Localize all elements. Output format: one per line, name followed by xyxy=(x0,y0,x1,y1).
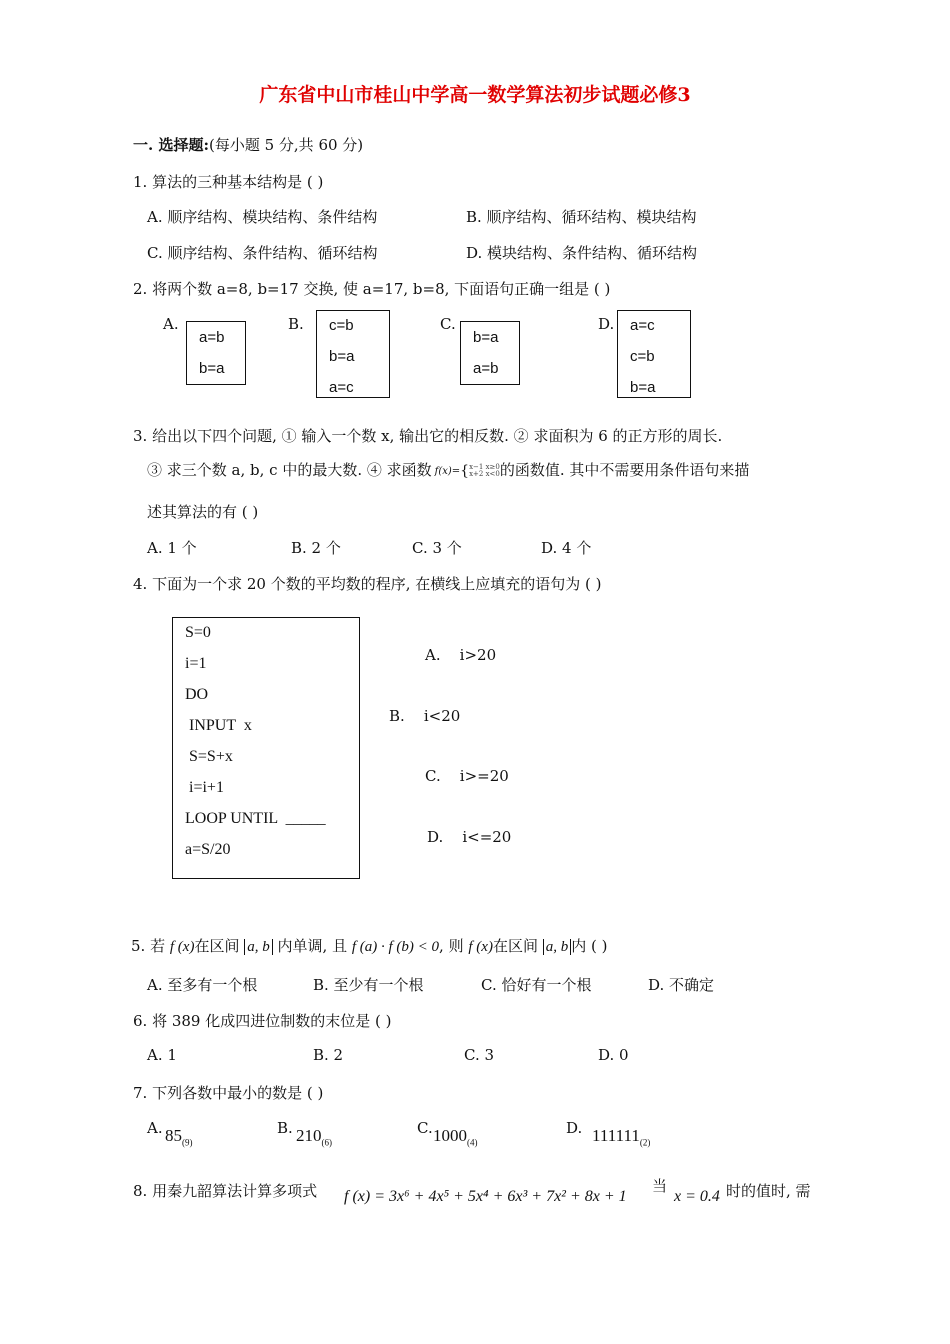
q7-stem: 7. 下列各数中最小的数是 ( ) xyxy=(133,1084,324,1102)
page-title: 广东省中山市桂山中学高一数学算法初步试题必修3 xyxy=(259,84,691,106)
q4-option-b: B. i<20 xyxy=(389,707,461,725)
q5-option-c: C. 恰好有一个根 xyxy=(481,976,592,994)
q6-option-b: B. 2 xyxy=(313,1046,344,1064)
q5-stem xyxy=(131,935,608,956)
code-line: i=i+1 xyxy=(185,779,224,796)
q3-line1: 3. 给出以下四个问题, ① 输入一个数 x, 输出它的相反数. ② 求面积为 6 的正方形的周长. xyxy=(133,427,723,445)
q2-option-b-label: B. xyxy=(288,315,304,333)
code-line: c=b xyxy=(630,348,655,365)
q1-option-d: D. 模块结构、条件结构、循环结构 xyxy=(466,244,698,262)
code-line: DO xyxy=(185,686,209,703)
q5-option-b: B. 至少有一个根 xyxy=(313,976,424,994)
q5-text: 在区间 xyxy=(492,937,538,955)
q7-option-b-label: B. xyxy=(277,1119,293,1137)
q1-stem: 1. 算法的三种基本结构是 ( ) xyxy=(133,173,324,191)
q6-option-a: A. 1 xyxy=(147,1046,177,1064)
q3-func: f(x)= xyxy=(434,465,461,477)
q3-piecewise xyxy=(469,464,500,478)
q1-option-a: A. 顺序结构、模块结构、条件结构 xyxy=(147,208,378,226)
base: (9) xyxy=(182,1137,193,1148)
q8-when: 当 xyxy=(652,1177,668,1195)
q3-line2-rest: 的函数值. 其中不需要用条件语句来描 xyxy=(499,461,750,479)
base: (2) xyxy=(639,1137,651,1148)
q2-option-c-box xyxy=(460,321,520,385)
code-line: a=b xyxy=(473,360,499,377)
q7-option-a-value xyxy=(165,1126,193,1147)
q3-line3: 述其算法的有 ( ) xyxy=(147,503,259,521)
q7-option-a-label: A. xyxy=(147,1119,163,1137)
number: 111111 xyxy=(592,1126,640,1145)
code-line: c=b xyxy=(329,317,354,334)
q4-option-a: A. i>20 xyxy=(425,646,497,664)
q3-line2 xyxy=(147,459,749,480)
q5-option-a: A. 至多有一个根 xyxy=(147,976,258,994)
q3-option-d: D. 4 个 xyxy=(541,539,592,557)
code-line: LOOP UNTIL _____ xyxy=(185,810,326,827)
q5-option-d: D. 不确定 xyxy=(648,976,715,994)
q3-brace: { xyxy=(460,463,470,479)
code-line: S=S+x xyxy=(185,748,233,765)
code-line: i=1 xyxy=(185,655,207,672)
q5-interval: a, b xyxy=(543,939,572,955)
q6-option-c: C. 3 xyxy=(464,1046,495,1064)
piece-top: x−1 x≥0 xyxy=(469,463,500,471)
q3-option-a: A. 1 个 xyxy=(147,539,197,557)
base: (4) xyxy=(467,1137,478,1148)
code-line: a=c xyxy=(630,317,655,334)
code-line: b=a xyxy=(329,348,355,365)
q2-option-d-label: D. xyxy=(598,315,615,333)
q2-option-b-box xyxy=(316,310,390,398)
q1-option-c: C. 顺序结构、条件结构、循环结构 xyxy=(147,244,378,262)
q7-option-c-label: C. xyxy=(417,1119,433,1137)
section-note: (每小题 5 分,共 60 分) xyxy=(208,136,364,154)
q8-stem: 8. 用秦九韶算法计算多项式 xyxy=(133,1182,318,1200)
q4-program-box xyxy=(172,617,360,879)
piece-bottom: x+2 x<0 xyxy=(469,470,500,478)
q7-option-d-label: D. xyxy=(566,1119,583,1137)
q2-option-c-label: C. xyxy=(440,315,456,333)
q8-polynomial: f (x) = 3x⁶ + 4x⁵ + 5x⁴ + 6x³ + 7x² + 8x + 1 xyxy=(344,1188,627,1205)
q2-option-a-label: A. xyxy=(163,315,179,333)
q8-x-value: x = 0.4 xyxy=(674,1188,720,1205)
q2-option-d-box xyxy=(617,310,691,398)
q5-text: , 则 xyxy=(439,937,464,955)
q5-product: f (a) · f (b) < 0 xyxy=(351,939,440,955)
q7-option-b-value xyxy=(296,1126,332,1147)
code-line: S=0 xyxy=(185,624,211,641)
q5-f2: f (x) xyxy=(468,939,493,955)
q4-option-c: C. i>=20 xyxy=(425,767,509,785)
q5-interval: a, b xyxy=(244,939,273,955)
q5-text: 在区间 xyxy=(194,937,240,955)
code-line: INPUT x xyxy=(185,717,252,734)
code-line: b=a xyxy=(199,360,225,377)
q3-line2-text: ③ 求三个数 a, b, c 中的最大数. ④ 求函数 xyxy=(147,461,432,479)
number: 1000 xyxy=(433,1126,467,1145)
code-line: a=c xyxy=(329,379,354,396)
q4-option-d: D. i<=20 xyxy=(427,828,512,846)
q6-stem: 6. 将 389 化成四进位制数的末位是 ( ) xyxy=(133,1012,392,1030)
q1-option-b: B. 顺序结构、循环结构、模块结构 xyxy=(466,208,697,226)
code-line: b=a xyxy=(473,329,499,346)
q3-option-c: C. 3 个 xyxy=(412,539,462,557)
q6-option-d: D. 0 xyxy=(598,1046,629,1064)
q5-text: 5. 若 xyxy=(131,937,166,955)
code-line: a=S/20 xyxy=(185,841,231,858)
q7-option-d-value xyxy=(592,1126,650,1147)
q5-f1: f (x) xyxy=(169,939,195,955)
section-header xyxy=(133,134,363,155)
q8-stem-end: 时的值时, 需 xyxy=(726,1182,811,1200)
base: (6) xyxy=(321,1137,332,1148)
number: 210 xyxy=(296,1126,322,1145)
q7-option-c-value xyxy=(433,1126,478,1147)
q4-stem: 4. 下面为一个求 20 个数的平均数的程序, 在横线上应填充的语句为 ( ) xyxy=(133,575,602,593)
q5-text: 内 ( ) xyxy=(571,937,608,955)
q2-option-a-box xyxy=(186,321,246,385)
q2-stem: 2. 将两个数 a=8, b=17 交换, 使 a=17, b=8, 下面语句正确一组是 ( ) xyxy=(133,280,611,298)
section-label: 一. 选择题: xyxy=(133,136,209,154)
q3-option-b: B. 2 个 xyxy=(291,539,341,557)
number: 85 xyxy=(165,1126,182,1145)
code-line: a=b xyxy=(199,329,225,346)
q5-text: 内单调, 且 xyxy=(277,937,348,955)
code-line: b=a xyxy=(630,379,656,396)
